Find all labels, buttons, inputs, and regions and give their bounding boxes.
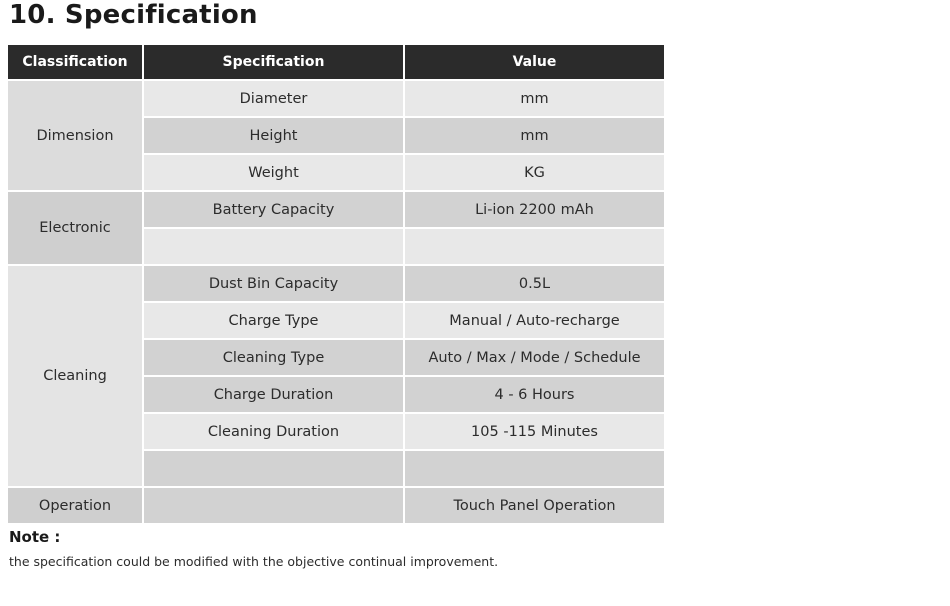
header-value: Value [405,45,664,79]
value-cell: mm [405,81,664,116]
header-specification: Specification [144,45,403,79]
spec-cell: Weight [144,155,403,190]
value-cell [405,229,664,264]
classification-operation: Operation [8,488,142,523]
table-row [8,81,664,116]
specification-table [6,43,666,525]
classification-dimension: Dimension [8,81,142,190]
spec-cell: Dust Bin Capacity [144,266,403,301]
header-classification: Classification [8,45,142,79]
page-title: 10. Specification [9,0,258,30]
value-cell: 4 - 6 Hours [405,377,664,412]
value-cell: mm [405,118,664,153]
table-row [8,266,664,301]
note-text: the specification could be modified with the objective continual improvement. [9,554,499,569]
value-cell: Touch Panel Operation [405,488,664,523]
spec-cell: Cleaning Duration [144,414,403,449]
value-cell: KG [405,155,664,190]
table-row [8,192,664,227]
value-cell: 105 -115 Minutes [405,414,664,449]
classification-electronic: Electronic [8,192,142,264]
classification-cleaning: Cleaning [8,266,142,486]
spec-cell: Cleaning Type [144,340,403,375]
value-cell: Manual / Auto-recharge [405,303,664,338]
value-cell: Li-ion 2200 mAh [405,192,664,227]
spec-cell: Height [144,118,403,153]
spec-cell: Diameter [144,81,403,116]
table-row [8,488,664,523]
value-cell [405,451,664,486]
spec-cell [144,229,403,264]
note-label: Note : [9,528,61,546]
value-cell: Auto / Max / Mode / Schedule [405,340,664,375]
spec-cell: Charge Type [144,303,403,338]
spec-cell [144,451,403,486]
table-header-row [8,45,664,79]
spec-cell: Charge Duration [144,377,403,412]
spec-cell [144,488,403,523]
value-cell: 0.5L [405,266,664,301]
spec-cell: Battery Capacity [144,192,403,227]
